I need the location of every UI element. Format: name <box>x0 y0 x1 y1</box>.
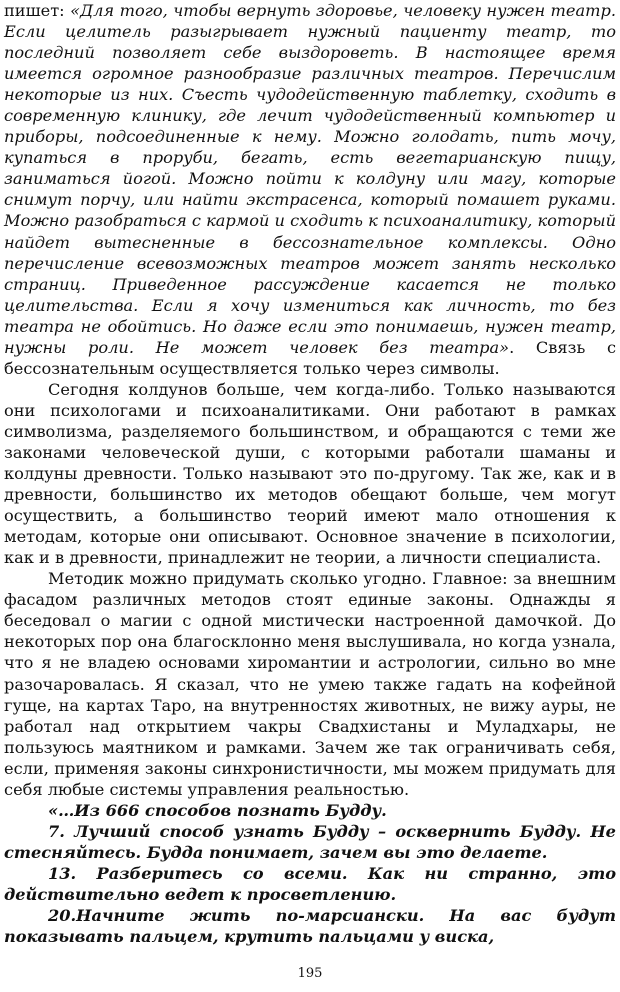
page-number: 195 <box>297 966 323 981</box>
book-page <box>4 0 616 992</box>
paragraph-methods: Методик можно придумать сколько угодно. Главное: за внешним фасадом различных методов стоят единые законы. Однажды я беседовал о магии с одной мистически настроенной дамочкой. До некоторых пор она благосклонно меня выслушивала, но когда узнала, что я не владею основами хиромантии и астрологии, сильно во мне разочаровалась. Я сказал, что не умею также гадать на кофейной гуще, на картах Таро, на внутренностях животных, не вижу ауры, не работал над открытием чакры Свадхистаны и Муладхары, не пользуюсь маятником и рамками. Зачем же так ограничивать себя, если, применяя законы синхронистичности, мы можем придумать для себя любые системы управления реальностью. <box>4 569 616 799</box>
body-text <box>4 0 616 947</box>
paragraph-quote <box>4 0 616 379</box>
paragraph-tail: . Связь с бессознательным осуществляется только через символы. <box>4 337 617 378</box>
quoted-passage: «Для того, чтобы вернуть здоровье, человеку нужен театр. Если целитель разыгрывает нужный пациенту театр, то последний позволяет себе выздороветь. В настоящее время имеется огромное разнообразие различных театров. Перечислим некоторые из них. Съесть чудодейственную таблетку, сходить в современную клинику, где лечит чудодейственный компьютер и приборы, подсоединенные к нему. Можно голодать, пить мочу, купаться в проруби, бегать, есть вегетарианскую пищу, заниматься йогой. Можно пойти к колдуну или магу, которые снимут порчу, или найти экстрасенса, который помашет руками. Можно разобраться с кармой и сходить к психоаналитику, который найдет вытесненные в бессознательное комплексы. Одно перечисление всевозможных театров может занять несколько страниц. Приведенное рассуждение касается не только целительства. Если я хочу измениться как личность, то без театра не обойтись. Но даже если это понимаешь, нужен театр, нужны роли. Не может человек без театра» <box>4 1 616 357</box>
list-item-7: 7. Лучший способ узнать Будду – осквернить Будду. Не стесняйтесь. Будда понимает, зачем вы это делаете. <box>4 821 616 862</box>
paragraph-sorcerers: Сегодня колдунов больше, чем когда-либо. Только называются они психологами и психоаналитиками. Они работают в рамках символизма, разделяемого большинством, и обращаются с теми же законами человеческой души, с которыми работали шаманы и колдуны древности. Только называют это по-другому. Так же, как и в древности, большинство их методов обещают больше, чем могут осуществить, а большинство теорий имеют мало отношения к методам, которые они описывают. Основное значение в психологии, как и в древности, принадлежит не теории, а личности специалиста. <box>4 379 616 568</box>
paragraph-lead: пишет: <box>4 1 71 20</box>
list-heading: «…Из 666 способов познать Будду. <box>48 800 387 820</box>
list-item-20: 20.Начните жить по-марсиански. На вас будут показывать пальцем, крутить пальцами у виска, <box>4 906 616 947</box>
list-item-13: 13. Разберитесь со всеми. Как ни странно, это действительно ведет к просветлению. <box>4 863 616 904</box>
